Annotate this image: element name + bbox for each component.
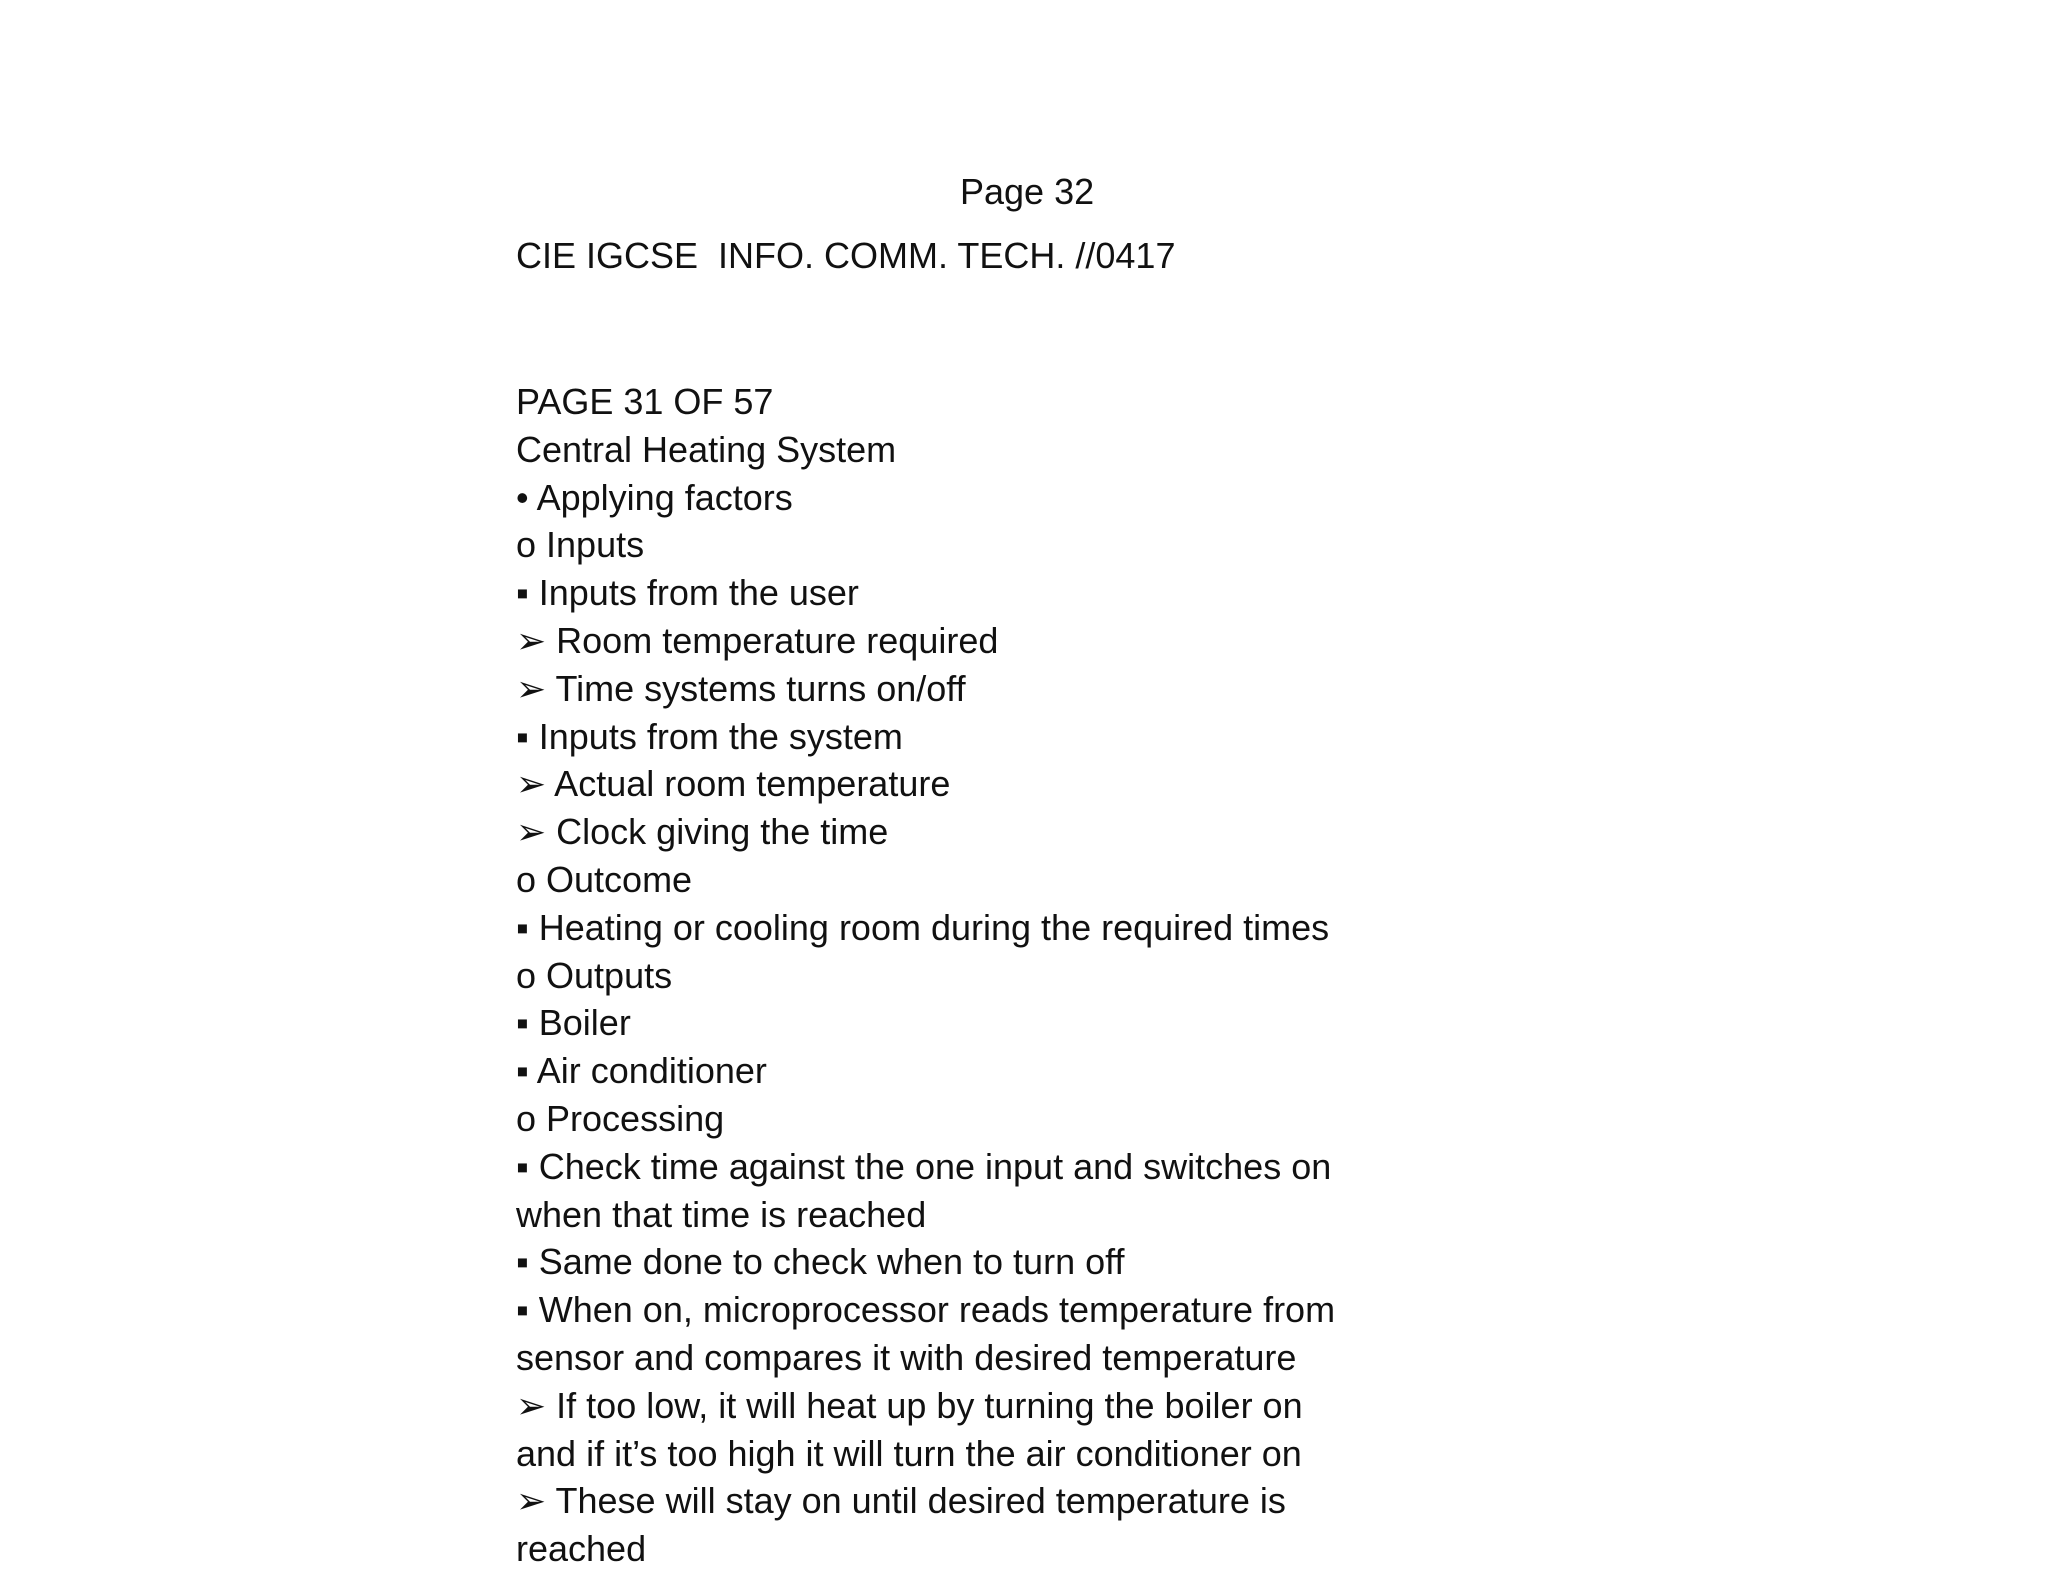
page-number: Page 32 [960, 171, 1095, 212]
list-item: ➢ Actual room temperature [516, 763, 951, 805]
list-item: ▪ Inputs from the user [516, 572, 859, 614]
document-body [516, 378, 1416, 1573]
list-item: ➢ If too low, it will heat up by turning the boiler on [516, 1384, 1303, 1426]
list-item: ▪ When on, microprocessor reads temperature from [516, 1289, 1336, 1331]
list-item: ▪ Heating or cooling room during the required times [516, 906, 1330, 948]
list-item-continuation: and if it’s too high it will turn the air conditioner on [516, 1432, 1302, 1474]
document-header: CIE IGCSE INFO. COMM. TECH. //0417 [516, 235, 1176, 276]
list-item: • Applying factors [516, 476, 793, 518]
list-item: ▪ Check time against the one input and switches on [516, 1145, 1332, 1187]
list-item: ▪ Same done to check when to turn off [516, 1241, 1125, 1283]
list-item: ▪ Boiler [516, 1002, 631, 1044]
list-item: o Outcome [516, 858, 693, 900]
list-item-continuation: when that time is reached [516, 1193, 927, 1235]
list-item: ➢ Time systems turns on/off [516, 667, 966, 709]
page-count-line: PAGE 31 OF 57 [516, 381, 774, 422]
list-item: ➢ Room temperature required [516, 619, 999, 661]
section-title: Central Heating System [516, 428, 897, 470]
list-item: ➢ Clock giving the time [516, 811, 889, 853]
list-item: ▪ Inputs from the system [516, 715, 903, 757]
list-item: o Outputs [516, 954, 673, 996]
list-item-continuation: sensor and compares it with desired temperature [516, 1336, 1297, 1378]
list-item-continuation: reached [516, 1528, 647, 1570]
list-item: ➢ These will stay on until desired temperature is [516, 1480, 1286, 1522]
list-item: o Processing [516, 1097, 725, 1139]
list-item: o Inputs [516, 524, 645, 566]
list-item: ▪ Air conditioner [516, 1050, 767, 1092]
